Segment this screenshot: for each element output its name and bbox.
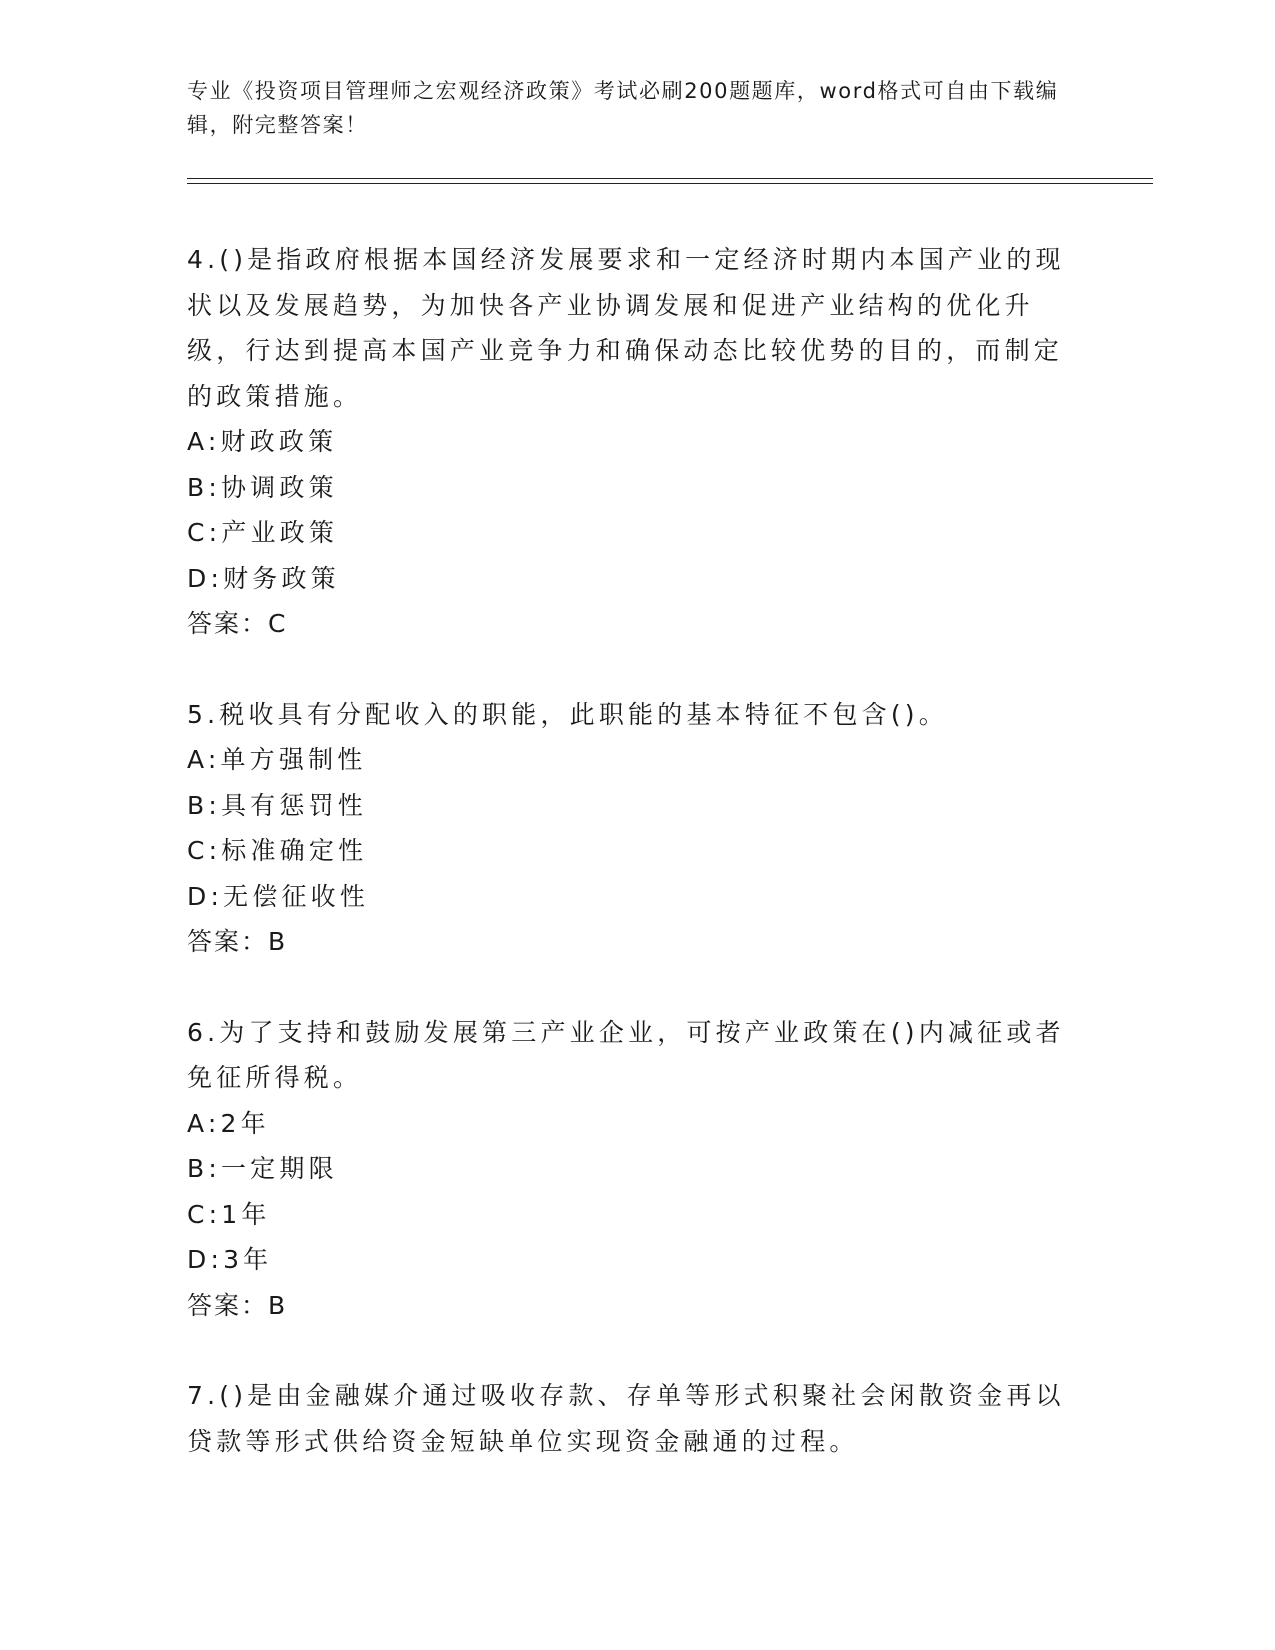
option-a: A:2年 [187, 1108, 270, 1138]
question-stem: 7.()是由金融媒介通过吸收存款、存单等形式积聚社会闲散资金再以贷款等形式供给资金短缺单位实现资金融通的过程。 [187, 1381, 1065, 1456]
question-5 [187, 692, 1067, 965]
option-b: B:一定期限 [187, 1154, 338, 1183]
question-4 [187, 237, 1067, 647]
question-stem: 5.税收具有分配收入的职能，此职能的基本特征不包含()。 [187, 699, 948, 729]
option-c: C:1年 [187, 1199, 271, 1229]
document-header: 专业《投资项目管理师之宏观经济政策》考试必刷200题题库，word格式可自由下载编辑，附完整答案！ [187, 79, 1059, 137]
option-b: B:协调政策 [187, 472, 338, 502]
question-list [187, 237, 1067, 1464]
question-7 [187, 1373, 1067, 1464]
question-stem: 6.为了支持和鼓励发展第三产业企业，可按产业政策在()内减征或者免征所得税。 [187, 1017, 1065, 1092]
option-b: B:具有惩罚性 [187, 790, 367, 820]
option-c: C:产业政策 [187, 518, 339, 547]
option-c: C:标准确定性 [187, 836, 368, 865]
question-stem: 4.()是指政府根据本国经济发展要求和一定经济时期内本国产业的现状以及发展趋势，为加快各产业协调发展和促进产业结构的优化升级，行达到提高本国产业竞争力和确保动态比较优势的目的，而制定的政策措施。 [187, 245, 1065, 411]
option-d: D:3年 [187, 1245, 273, 1274]
header-divider-top [187, 178, 1153, 179]
option-d: D:无偿征收性 [187, 881, 370, 911]
option-d: D:财务政策 [187, 563, 340, 593]
answer-line: 答案：B [187, 927, 288, 956]
spacer [187, 1328, 1067, 1373]
answer-line: 答案：C [187, 609, 288, 638]
spacer [187, 647, 1067, 692]
option-a: A:财政政策 [187, 427, 338, 456]
header-divider-bottom [187, 183, 1153, 184]
answer-line: 答案：B [187, 1290, 288, 1320]
option-a: A:单方强制性 [187, 745, 367, 774]
question-6 [187, 1010, 1067, 1329]
spacer [187, 965, 1067, 1010]
